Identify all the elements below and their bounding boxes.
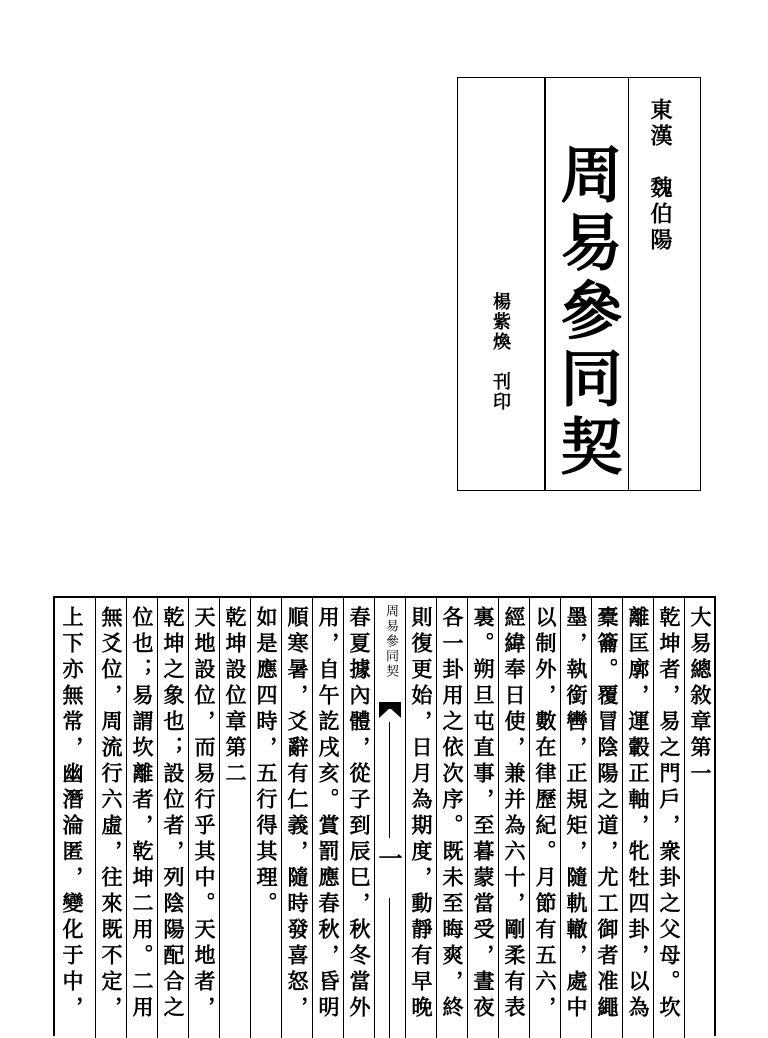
- text-line: 經緯奉日使，兼并為六十，剛柔有表: [502, 606, 527, 1022]
- text-line: 各一卦用之依次序。既未至晦爽，終: [440, 606, 465, 1022]
- text-line: 如是應四時，五行得其理。: [254, 606, 279, 918]
- text-line: 則復更始，日月為期度，動靜有早晚: [409, 606, 434, 1022]
- text-column: [281, 598, 312, 1038]
- page-number: 一: [374, 846, 403, 870]
- cover-divider-right: [628, 78, 629, 490]
- text-column: [57, 598, 88, 1038]
- text-line: 裏。朔旦屯直事，至暮蒙當受，晝夜: [471, 606, 496, 1022]
- text-line: 上下亦無常，幽潛淪匿，變化于中，: [60, 606, 85, 1022]
- text-column: [498, 598, 529, 1038]
- text-column: [95, 598, 126, 1038]
- text-line: 離匡廓，運轂正軸，牝牡四卦，以為: [626, 606, 651, 1022]
- text-line: 乾坤之象也；設位者，列陰陽配合之: [161, 606, 186, 1022]
- fish-tail-mark-notch: [379, 708, 401, 718]
- text-line: 無爻位，周流行六虛，往來既不定，: [99, 606, 124, 1022]
- cover-author: 東漢 魏伯陽: [647, 98, 673, 254]
- text-column: [126, 598, 157, 1038]
- chapter-heading: 乾坤設位章第二: [223, 606, 248, 788]
- text-column: [653, 598, 684, 1038]
- text-column: [405, 598, 436, 1038]
- text-line: 天地設位，而易行乎其中。天地者，: [192, 606, 217, 1022]
- text-line: 以制外，數在律歷紀。月節有五六，: [533, 606, 558, 1022]
- text-column: [250, 598, 281, 1038]
- text-column: [560, 598, 591, 1038]
- text-column: [467, 598, 498, 1038]
- text-column: [343, 598, 374, 1038]
- text-column: [436, 598, 467, 1038]
- running-title: 周易參同契: [383, 604, 398, 679]
- text-column: [219, 598, 250, 1038]
- cover-publisher: 楊紫煥 刊印: [490, 292, 511, 412]
- text-line: 墨，執銜轡，正規矩，隨軌轍，處中: [564, 606, 589, 1022]
- text-line: 乾坤者，易之門戶，衆卦之父母。坎: [657, 606, 682, 1022]
- text-line: 用，自午訖戌亥。賞罰應春秋，昏明: [316, 606, 341, 1022]
- center-fold: [374, 598, 405, 1038]
- center-line: [389, 722, 390, 838]
- text-column: [591, 598, 622, 1038]
- text-line: 位也；易謂坎離者，乾坤二用。二用: [130, 606, 155, 1022]
- cover-title: 周易參同契: [550, 142, 623, 482]
- text-column: [312, 598, 343, 1038]
- cover-divider-left: [544, 78, 546, 490]
- text-column: [622, 598, 653, 1038]
- text-line: 順寒暑，爻辭有仁義，隨時發喜怒，: [285, 606, 310, 1022]
- chapter-heading: 大易總敘章第一: [688, 606, 713, 788]
- text-page: [53, 596, 716, 1036]
- text-line: 春夏據內體，從子到辰巳，秋冬當外: [347, 606, 372, 1022]
- text-column: [188, 598, 219, 1038]
- text-column: [684, 598, 715, 1038]
- text-column: [529, 598, 560, 1038]
- book-cover: [457, 77, 701, 491]
- center-line: [389, 898, 390, 1038]
- text-column: [157, 598, 188, 1038]
- text-line: 橐籥。覆冒陰陽之道，尤工御者准繩: [595, 606, 620, 1022]
